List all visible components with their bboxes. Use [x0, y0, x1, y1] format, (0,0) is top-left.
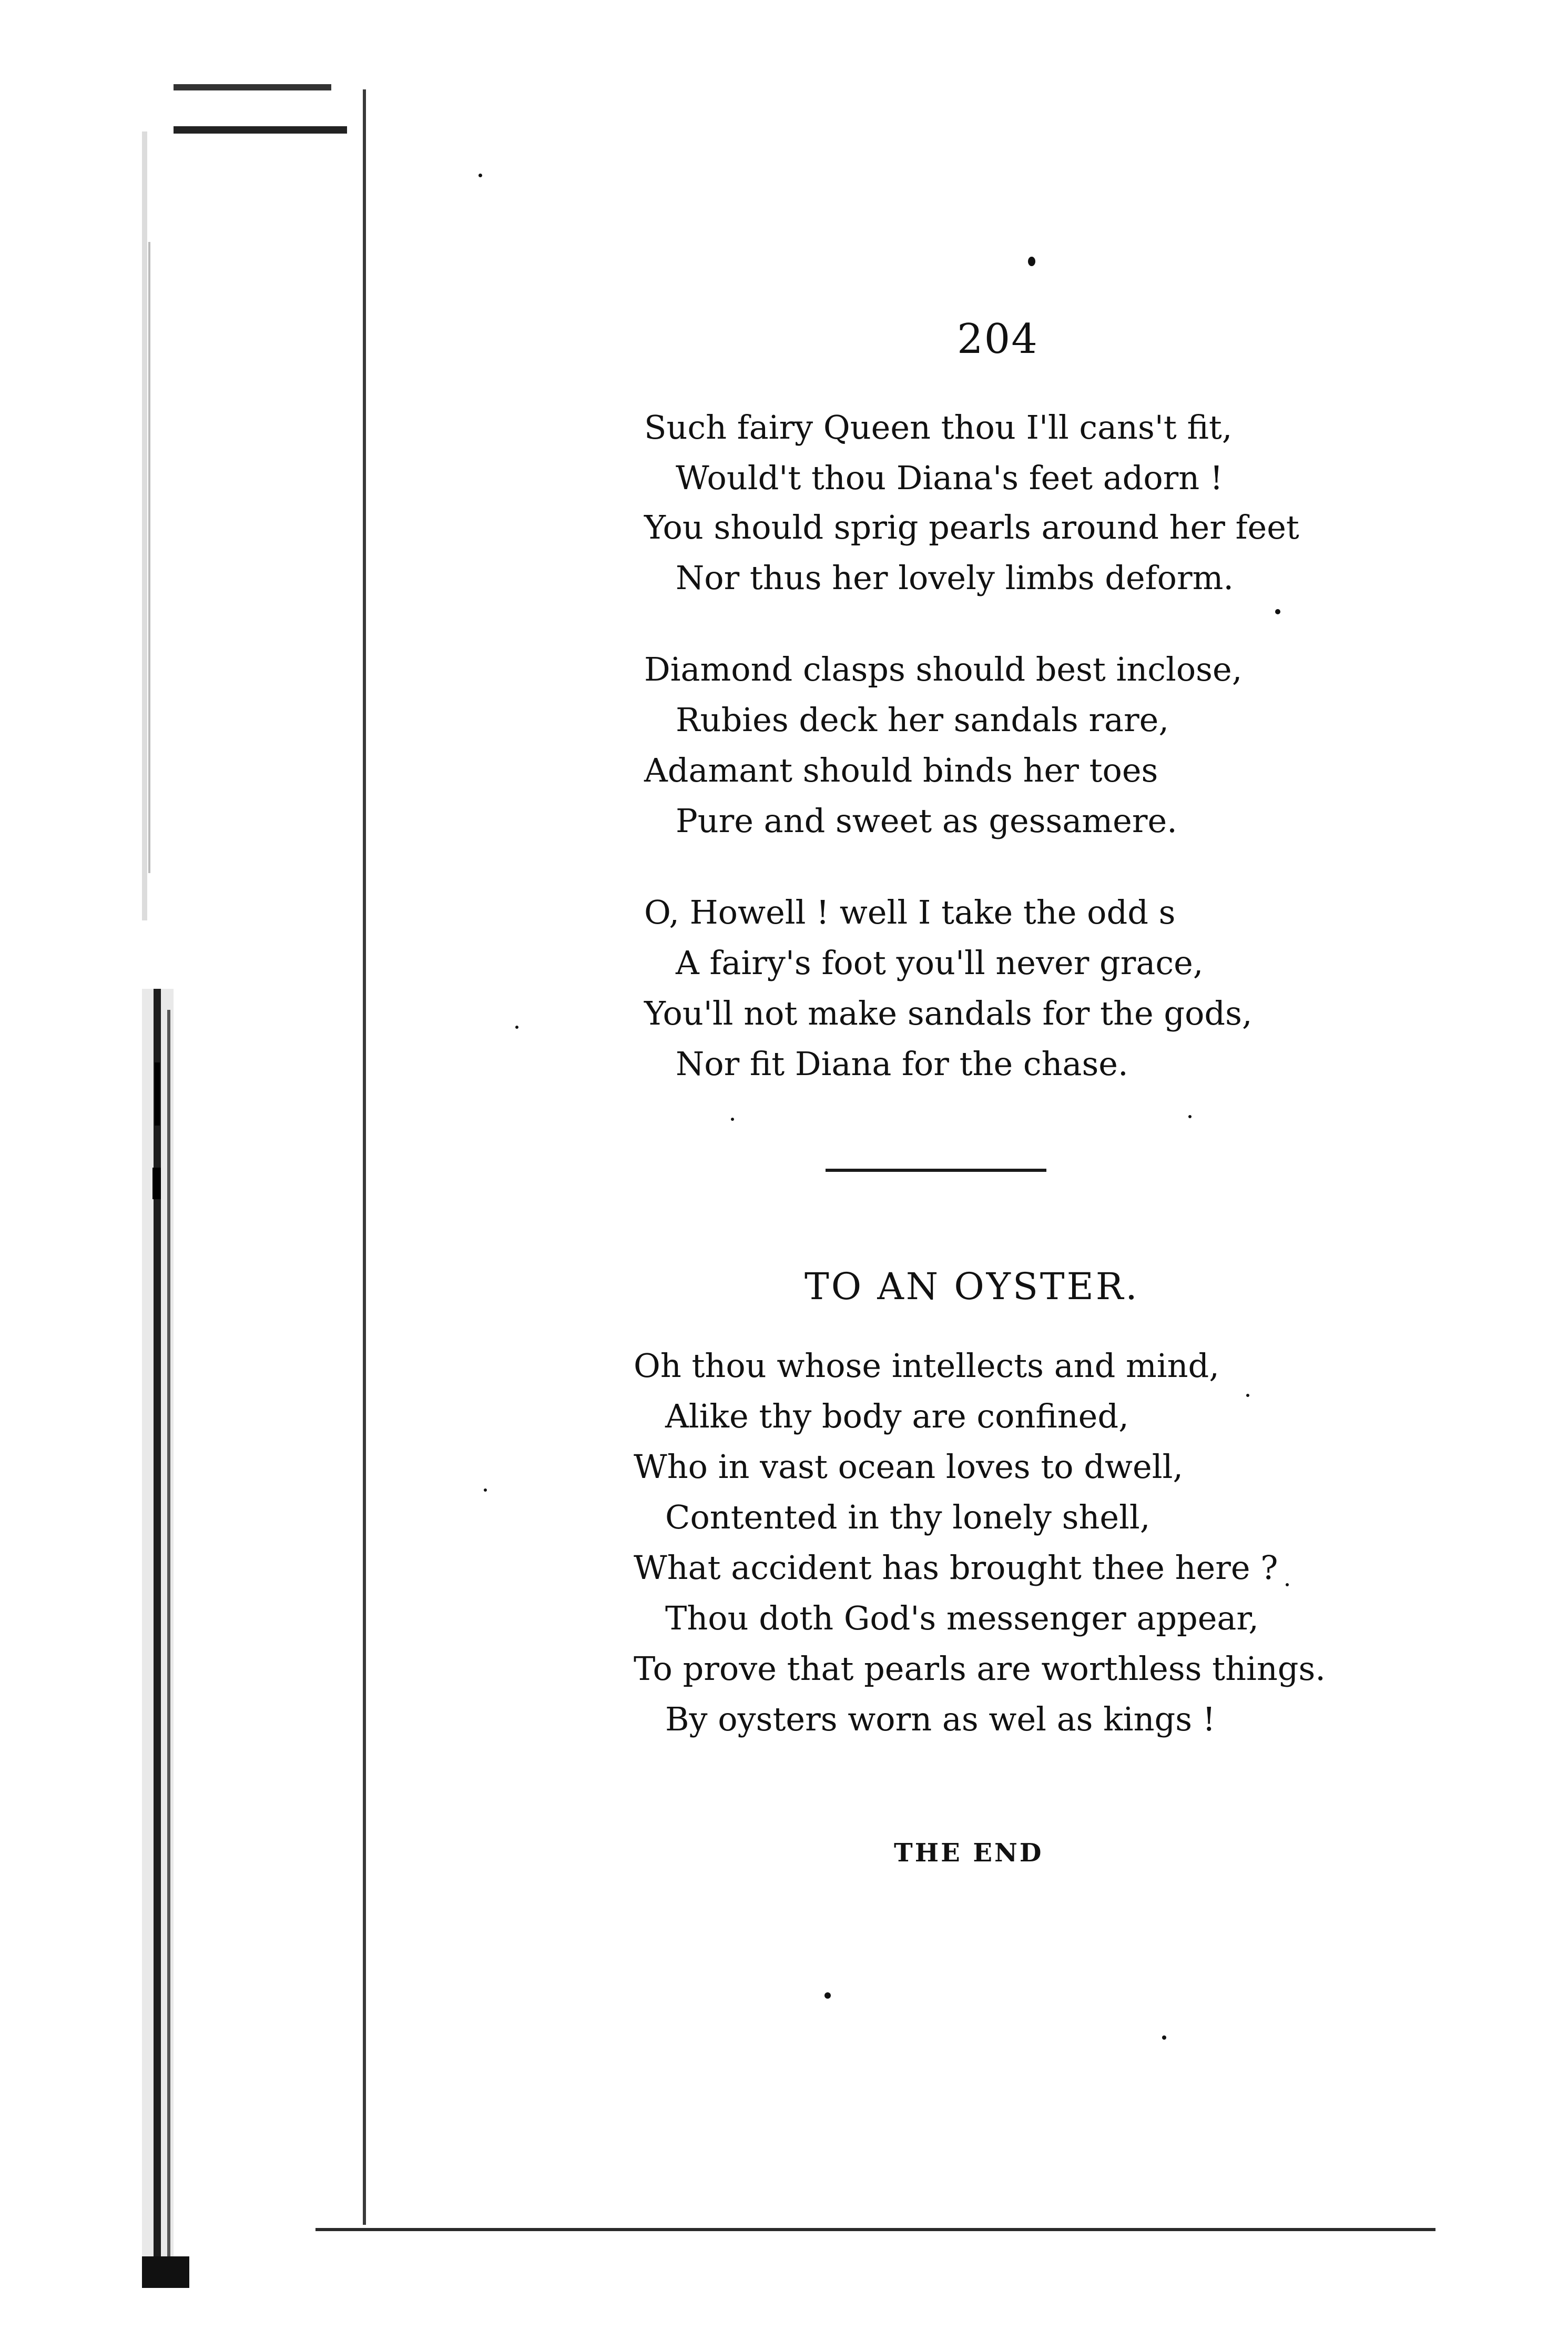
poem-line: Diamond clasps should best inclose, — [644, 650, 1243, 688]
the-end-label: THE END — [894, 1838, 1044, 1868]
scan-speck — [1162, 2035, 1166, 2040]
poem-line: Thou doth God's messenger appear, — [665, 1599, 1259, 1637]
scan-speck — [478, 174, 482, 177]
top-smudge-artifact — [174, 126, 347, 134]
scan-speck — [484, 1488, 487, 1492]
poem-line: You should sprig pearls around her feet — [644, 508, 1299, 546]
gutter-line — [363, 89, 366, 2225]
scan-speck — [515, 1026, 518, 1029]
scan-speck — [1286, 1583, 1289, 1586]
poem-line: You'll not make sandals for the gods, — [644, 994, 1253, 1032]
poem-line: To prove that pearls are worthless things. — [634, 1649, 1326, 1688]
poem-line: A fairy's foot you'll never grace, — [676, 944, 1204, 982]
scan-speck — [824, 1992, 831, 1999]
poem-line: Rubies deck her sandals rare, — [676, 701, 1169, 739]
scan-speck — [731, 1118, 734, 1121]
scan-speck — [1188, 1115, 1192, 1118]
poem-line: Who in vast ocean loves to dwell, — [634, 1447, 1184, 1486]
poem-line: Would't thou Diana's feet adorn ! — [676, 459, 1223, 497]
poem-line: Nor thus her lovely limbs deform. — [676, 559, 1234, 597]
bottom-rule — [315, 2228, 1435, 2231]
poem-line: By oysters worn as wel as kings ! — [665, 1700, 1216, 1738]
poem-line: Adamant should binds her toes — [644, 751, 1158, 789]
poem-line: Contented in thy lonely shell, — [665, 1498, 1150, 1536]
poem-line: Oh thou whose intellects and mind, — [634, 1346, 1219, 1385]
poem-line: Such fairy Queen thou I'll cans't fit, — [644, 408, 1233, 447]
poem-title: TO AN OYSTER. — [805, 1265, 1139, 1308]
page-number: 204 — [957, 316, 1038, 363]
section-divider — [826, 1169, 1046, 1172]
poem-line: Pure and sweet as gessamere. — [676, 802, 1177, 840]
poem-line: O, Howell ! well I take the odd s — [644, 893, 1176, 931]
scan-speck — [1246, 1394, 1249, 1397]
binding-edge-scan-artifact — [142, 84, 373, 2309]
scan-speck — [1028, 257, 1035, 266]
poem-line: What accident has brought thee here ? — [634, 1548, 1278, 1587]
poem-line: Nor fit Diana for the chase. — [676, 1045, 1128, 1083]
poem-line: Alike thy body are confined, — [665, 1397, 1129, 1435]
scan-speck — [1275, 609, 1280, 614]
